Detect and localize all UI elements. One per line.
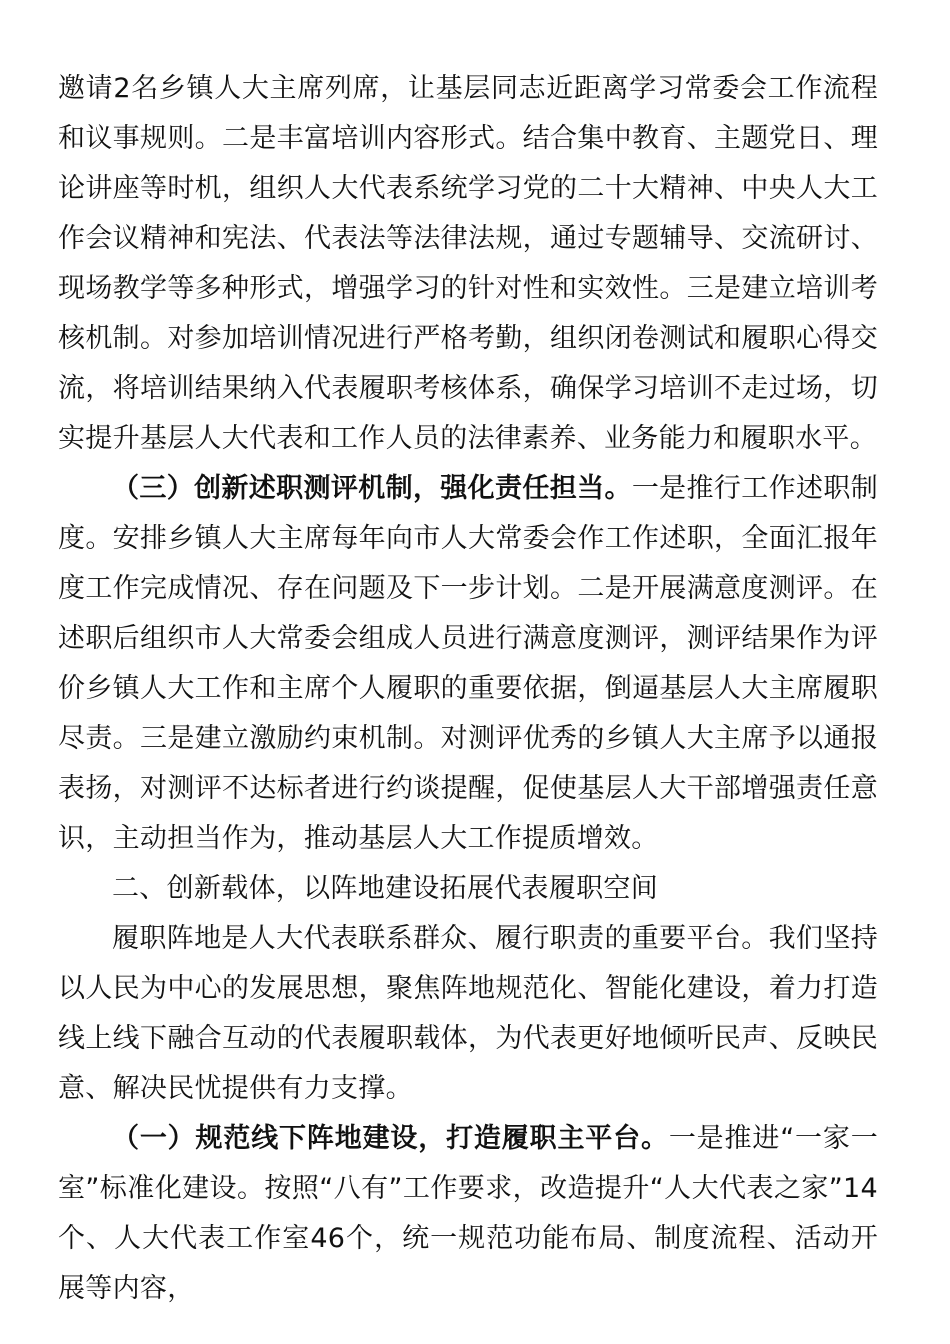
paragraph-intro (58, 914, 878, 1114)
paragraph-training-continued (58, 64, 878, 464)
paragraph-text: 履职阵地是人大代表联系群众、履行职责的重要平台。我们坚持以人民为中心的发展思想，聚焦阵地规范化、智能化建设，着力打造线上线下融合互动的代表履职载体，为代表更好地倾听民声、反映民意、解决民忧提供有力支撑。 (58, 923, 878, 1104)
chapter-heading-text: 二、创新载体，以阵地建设拓展代表履职空间 (112, 873, 658, 904)
paragraph-text: 邀请2名乡镇人大主席列席，让基层同志近距离学习常委会工作流程和议事规则。二是丰富培训内容形式。结合集中教育、主题党日、理论讲座等时机，组织人大代表系统学习党的二十大精神、中央人大工作会议精神和宪法、代表法等法律法规，通过专题辅导、交流研讨、现场教学等多种形式，增强学习的针对性和实效性。三是建立培训考核机制。对参加培训情况进行严格考勤，组织闭卷测试和履职心得交流，将培训结果纳入代表履职考核体系，确保学习培训不走过场，切实提升基层人大代表和工作人员的法律素养、业务能力和履职水平。 (58, 73, 878, 454)
paragraph-section-one (58, 1114, 878, 1314)
paragraph-section-three (58, 464, 878, 864)
document-page (58, 64, 878, 1314)
section-heading: （一）规范线下阵地建设，打造履职主平台。 (112, 1123, 669, 1154)
paragraph-text: 一是推进“一家一室”标准化建设。按照“八有”工作要求，改造提升“人大代表之家”14个、人大代表工作室46个，统一规范功能布局、制度流程、活动开展等内容， (58, 1123, 879, 1304)
section-heading: （三）创新述职测评机制，强化责任担当。 (112, 473, 632, 504)
paragraph-text: 一是推行工作述职制度。安排乡镇人大主席每年向市人大常委会作工作述职，全面汇报年度工作完成情况、存在问题及下一步计划。二是开展满意度测评。在述职后组织市人大常委会组成人员进行满意度测评，测评结果作为评价乡镇人大工作和主席个人履职的重要依据，倒逼基层人大主席履职尽责。三是建立激励约束机制。对测评优秀的乡镇人大主席予以通报表扬，对测评不达标者进行约谈提醒，促使基层人大干部增强责任意识，主动担当作为，推动基层人大工作提质增效。 (58, 473, 878, 854)
chapter-heading (58, 864, 878, 914)
